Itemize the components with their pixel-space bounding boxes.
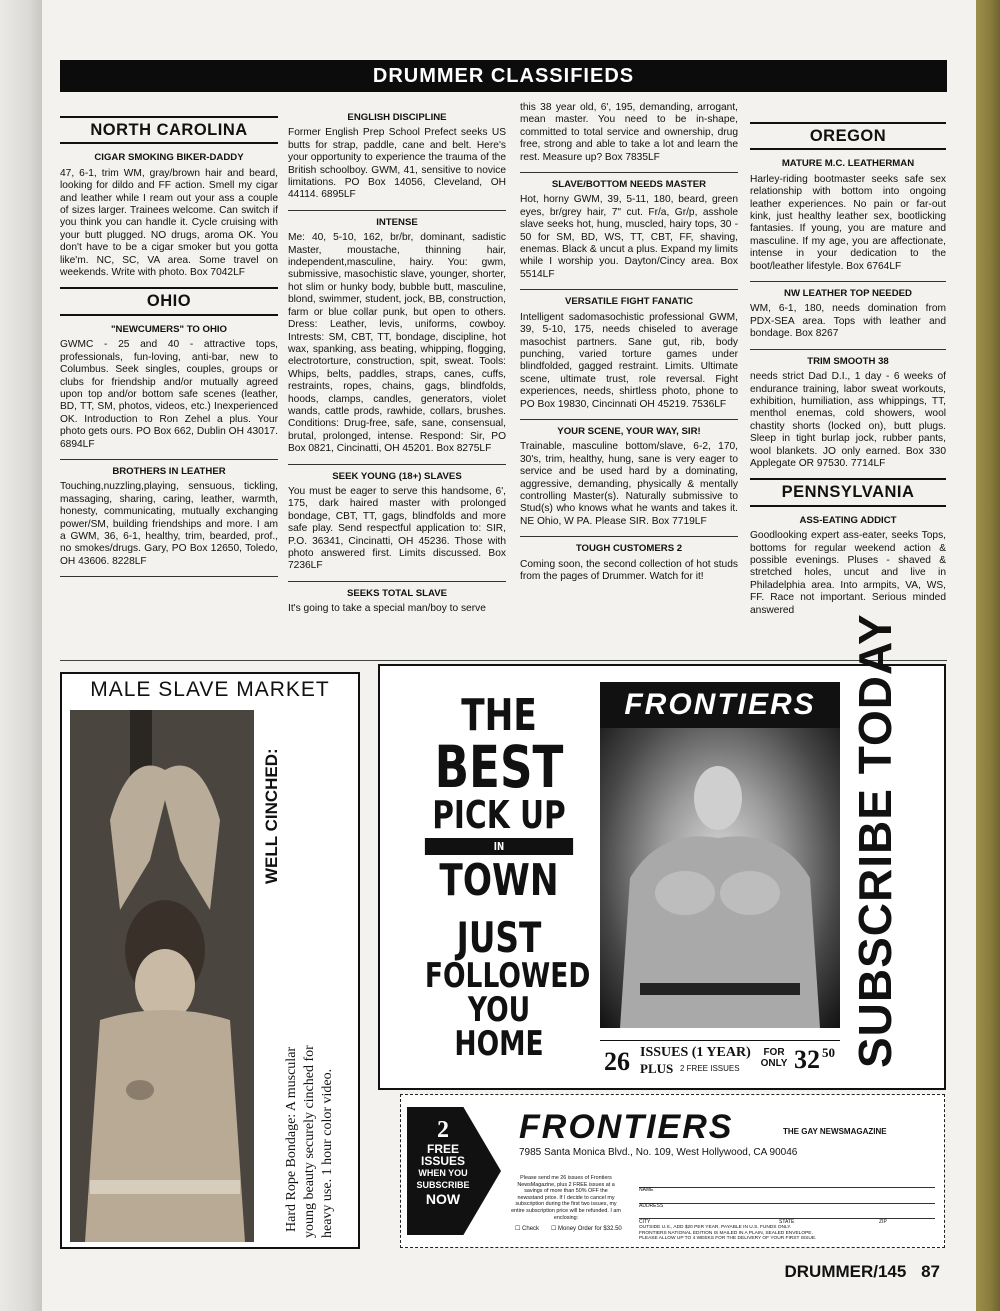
state-heading-pennsylvania: PENNSYLVANIA xyxy=(750,478,946,506)
ad-heading: NW LEATHER TOP NEEDED xyxy=(784,288,912,300)
name-field[interactable] xyxy=(639,1177,935,1193)
muscleman-illustration xyxy=(600,728,840,1028)
ad-body: Goodlooking expert ass-eater, seeks Tops, bottoms for regular weekend action & possible evenings. Pluses - shaved & stretched holes, uncut and live in Philadelphia area. Into armpits, VA, WS, FF. Race not important. Serious minded answered xyxy=(750,530,946,616)
headline-best: BEST xyxy=(434,733,564,801)
page-gutter xyxy=(0,0,42,1311)
free-issues: 2 FREE ISSUES xyxy=(680,1064,740,1073)
headline-stack xyxy=(404,690,594,1064)
ad-body: Former English Prep School Prefect seeks US butts for strap, paddle, cane and belt. Here's your opportunity to experience the trauma of the British schoolboy. GWM, 41, sensitive to novice limitations. PO Box 14056, Cleveland, OH 44114. 6895LF xyxy=(288,127,506,201)
headline-followed: FOLLOWED xyxy=(424,956,591,996)
ad-body: It's going to take a special man/boy to serve xyxy=(288,603,486,615)
cover-image xyxy=(600,728,840,1028)
headline-you-home: YOU HOME xyxy=(454,990,544,1064)
ad-heading: ENGLISH DISCIPLINE xyxy=(347,112,447,123)
frontiers-ad xyxy=(378,613,946,1090)
city-state-zip-field[interactable] xyxy=(639,1209,935,1225)
folio: DRUMMER/145 xyxy=(784,1262,907,1281)
headline-in: IN xyxy=(425,838,573,855)
headline-pick-up: PICK UP xyxy=(432,793,566,837)
ad-body: 47, 6-1, trim WM, gray/brown hair and beard, looking for dildo and FF action. Smell my cigar and leather while I ream out your ass a couple of sizes larger. Trainees welcome. Can switch if you think you can handle it. Cycle cruising with your butt plugged. NO drugs, aroma OK. You don't have to be a cigar smoker but you gotta like'm. NC, SC, VA area. Some travel on weekends. Write with photo. Box 7042LF xyxy=(60,167,278,279)
form-address: 7985 Santa Monica Blvd., No. 109, West Hollywood, CA 90046 xyxy=(519,1147,798,1158)
divider xyxy=(520,289,738,290)
ad-copy xyxy=(262,714,354,1240)
page-footer xyxy=(784,1262,940,1282)
ad-description-2: young beauty securely cinched for xyxy=(302,1045,317,1238)
ad-heading: SLAVE/BOTTOM NEEDS MASTER xyxy=(551,179,707,191)
ad-heading: SEEK YOUNG (18+) SLAVES xyxy=(332,470,462,482)
price-cents: 50 xyxy=(822,1045,835,1060)
ad-body: Intelligent sadomasochistic professional GWM, 39, 5-10, 175, needs chiseled to average masochist partners. Sane gut, rib, body punching, varied torture games under blindfolded, gagged restraint. Limits. Ultimate scene, ultimate trust, role reversal. Fight experiences, needs, shirtless photo, phone to PO Box 19830, Cincinnati OH 45219. 7536LF xyxy=(520,311,738,410)
address-field[interactable] xyxy=(639,1193,935,1209)
fine-print-3: PLEASE ALLOW UP TO 4 WEEKS FOR THE DELIVERY OF YOUR FIRST ISSUE. xyxy=(639,1236,817,1242)
divider xyxy=(60,459,278,460)
headline-the: THE xyxy=(461,690,537,741)
headline-just: JUST xyxy=(456,913,542,962)
fine-print-2: FRONTIERS NATIONAL EDITION IS MAILED IN A PLAIN, SEALED ENVELOPE. xyxy=(639,1230,813,1236)
column-3 xyxy=(520,102,738,630)
ad-title: MALE SLAVE MARKET xyxy=(90,678,330,701)
divider xyxy=(520,172,738,173)
headline-town: TOWN xyxy=(439,855,559,906)
arrow-free: FREE xyxy=(426,1142,459,1156)
column-2 xyxy=(288,102,506,630)
ad-body: Harley-riding bootmaster seeks safe sex relationship with bottom into ongoing leather experiences. No pain or far-out kink, just healthy leather sex, bootlicking fantasies. If young, you are mature and masculine. If my age, you are affectionate, intense in your dedication to the boot/leather lifestyle. Box 6764LF xyxy=(750,173,946,272)
issues-number: 26 xyxy=(604,1047,630,1076)
divider xyxy=(60,576,278,577)
divider xyxy=(288,210,506,211)
ad-heading: BROTHERS IN LEATHER xyxy=(112,465,226,477)
photo xyxy=(70,710,254,1242)
ad-body: needs strict Dad D.I., 1 day - 6 weeks of endurance training, labor sweat workouts, exhibition, humiliation, ass whippings, TT, menthol enemas, cold showers, wool chastity shorts (locked on), butt plugs. Sleep in tight burlap jock, rubber pants, wool blankets. JO only earned. Box 330 Applegate OR 97530. 7714LF xyxy=(750,371,946,469)
divider xyxy=(520,536,738,537)
divider xyxy=(750,349,946,350)
ad-description-1: Hard Rope Bondage: A muscular xyxy=(284,1046,299,1232)
issues-text: ISSUES (1 YEAR) xyxy=(640,1045,751,1060)
divider xyxy=(288,464,506,465)
state-heading-ohio: OHIO xyxy=(60,287,278,315)
arrow-number: 2 xyxy=(437,1117,449,1143)
money-order-option[interactable]: ☐ Money Order for $32.50 xyxy=(551,1226,622,1232)
ad-body: Touching,nuzzling,playing, sensuous, tickling, massaging, sharing, caring, leather, warmth, honesty, communicating, mutually exchanging power/SM, building friendships and more. I am a GWM, 36, 6-1, healthy, trim, bearded, prof., no smokes/drugs. Gary, PO Box 12650, Toledo, OH 43606. 8228LF xyxy=(60,481,278,567)
page-edge xyxy=(976,0,1000,1311)
state-heading-oregon: OREGON xyxy=(750,122,946,150)
ad-headline: WELL CINCHED: xyxy=(262,748,281,884)
state-heading-north-carolina: NORTH CAROLINA xyxy=(60,116,278,144)
zip-label: ZIP xyxy=(879,1219,887,1225)
ad-heading: VERSATILE FIGHT FANATIC xyxy=(564,296,694,308)
ad-heading: YOUR SCENE, YOUR WAY, SIR! xyxy=(557,425,701,437)
name-label: NAME xyxy=(639,1187,654,1193)
state-label: STATE xyxy=(779,1219,795,1225)
ad-body: You must be eager to serve this handsome, 6', 175, dark haired master with prolonged bondage, CBT, TT, gags, blindfolds and more safe play. Send respectful application to: SIR, P.O. 36341, Cincinatti, OH 45236. Those with photo answered first. Limits discussed. Box 7236LF xyxy=(288,485,506,572)
ad-heading: INTENSE xyxy=(376,216,418,228)
ad-heading: ASS-EATING ADDICT xyxy=(799,514,897,526)
ad-heading: MATURE M.C. LEATHERMAN xyxy=(781,158,915,170)
form-tagline: THE GAY NEWSMAGAZINE xyxy=(783,1127,887,1136)
arrow-subscribe: SUBSCRIBE xyxy=(416,1180,470,1190)
form-blurb: Please send me 26 issues of Frontiers NewsMagazine, plus 2 FREE issues at a savings of more than 50% OFF the newsstand price. If I decide to cancel my subscription during the first two issues, my entire subscription price will be refunded. I am enclosing: xyxy=(511,1175,621,1221)
fine-print-1: OUTSIDE U.S., ADD $20 PER YEAR. PAYABLE IN U.S. FUNDS ONLY. xyxy=(639,1225,792,1230)
form-logo: FRONTIERS xyxy=(519,1108,734,1146)
check-option[interactable]: ☐ Check xyxy=(515,1226,540,1232)
arrow-issues: ISSUES xyxy=(420,1154,465,1168)
ad-heading: CIGAR SMOKING BIKER-DADDY xyxy=(94,152,244,164)
check-label: Check xyxy=(522,1226,540,1232)
ad-heading: "NEWCUMERS" TO OHIO xyxy=(110,323,228,335)
ad-heading: TRIM SMOOTH 38 xyxy=(807,355,889,367)
page-number: 87 xyxy=(921,1262,940,1281)
column-4 xyxy=(750,102,946,630)
divider xyxy=(520,419,738,420)
ad-body: GWMC - 25 and 40 - attractive tops, professionals, fun-loving, anti-bar, new to Columbus. Seek singles, couples, groups or clubs for friendship and/or mutually agreed upon top and/or bottom safe scenes (leather, BD, TT, SM, photos, videos, etc.) Inexperienced OK. Introduction to Ron Zehel a plus. Your photo gets ours. PO Box 662, Dublin OH 43017. 6894LF xyxy=(60,339,278,450)
plus-text: PLUS xyxy=(640,1061,674,1076)
arrow-now: NOW xyxy=(425,1191,461,1207)
money-order-label: Money Order for $32.50 xyxy=(558,1226,622,1232)
ad-description-3: heavy use. 1 hour color video. xyxy=(320,1068,335,1238)
ad-body: Trainable, masculine bottom/slave, 6-2, 170, 30's, trim, healthy, hung, sane is very eager to service and be used hard by a dominating, aggressive, demanding, physically & mentally controlling Master(s). Naturally submissive to Stud(s) who knows what he wants and takes it. NE Ohio, W PA. Please SIR. Box 7719LF xyxy=(520,441,738,527)
for-only: FOR ONLY xyxy=(760,1047,788,1069)
ad-body: this 38 year old, 6', 195, demanding, arrogant, mean master. You need to be in-shape, committed to total service and ownership, drug free, strong and able to take a lot and learn the rest. Measure up? Box 7835LF xyxy=(520,102,738,163)
arrow-copy xyxy=(415,1117,471,1207)
ad-heading: TOUGH CUSTOMERS 2 xyxy=(575,543,683,555)
column-1 xyxy=(60,102,278,630)
offer-line xyxy=(600,1040,840,1080)
fine-print xyxy=(639,1225,939,1242)
price-dollars: 32 xyxy=(794,1045,820,1074)
bound-figure-illustration xyxy=(70,710,254,1242)
subscribe-banner xyxy=(842,613,912,1068)
section-divider xyxy=(60,660,947,661)
male-slave-market-ad xyxy=(60,672,360,1249)
city-label: CITY xyxy=(639,1219,651,1225)
ad-body: Coming soon, the second collection of hot studs from the pages of Drummer. Watch for it! xyxy=(520,558,738,582)
ad-body: WM, 6-1, 180, needs domination from PDX-SEA area. Tops with leather and bondage. Box 8267 xyxy=(750,303,946,340)
ad-body: Me: 40, 5-10, 162, br/br, dominant, sadistic Master, moustache, thinning hair, independent,masculine, hairy. You: gwm, submissive, masochistic slave, younger, shorter, hot slim or hunky body, bubble butt, masculine, blond, swimmer, student, jock, BB, construction, farm or blue collar punk, but open to others. Dress: Leather, levis, uniforms, cowboy. Intrests: SM, CBT, TT, bondage, discipline, hot wax, spanking, ass beating, whipping, flogging, electrotorture, construction, spit, sweat. Tools: Whips, belts, paddles, straps, canes, cuffs, restraints, ropes, chains, gags, blindfolds, hoods, clamps, candles, generators, violet wands, cattle prods, rawhide, collars, brushes. Conditions: Drug-free, safe, sane, consensual, brutal, prolonged, intense. Respond: Sir, PO Box 0821, Cincinatti, OH 45201. Box 8275LF xyxy=(288,232,506,455)
divider xyxy=(750,281,946,282)
divider xyxy=(288,581,506,582)
subscribe-text: SUBSCRIBE TODAY xyxy=(849,613,901,1068)
arrow-when-you: WHEN YOU xyxy=(418,1168,468,1178)
frontiers-logo: FRONTIERS xyxy=(600,682,840,728)
ad-body: Hot, horny GWM, 39, 5-11, 180, beard, green eyes, br/grey hair, 7" cut. Fr/a, Gr/p, asshole slave seeks hot, hung, muscled, hairy tops, 30 - 50 for SM, BD, WS, TT, CBT, FF, shaving, enemas. Black & uncut a plus. Expand my limits while I worship you. Dayton/Cincy area. Box 5514LF xyxy=(520,194,738,280)
subscription-coupon xyxy=(400,1094,945,1248)
ad-heading: SEEKS TOTAL SLAVE xyxy=(346,587,448,599)
page-title: DRUMMER CLASSIFIEDS xyxy=(60,60,947,92)
address-label: ADDRESS xyxy=(639,1203,664,1209)
